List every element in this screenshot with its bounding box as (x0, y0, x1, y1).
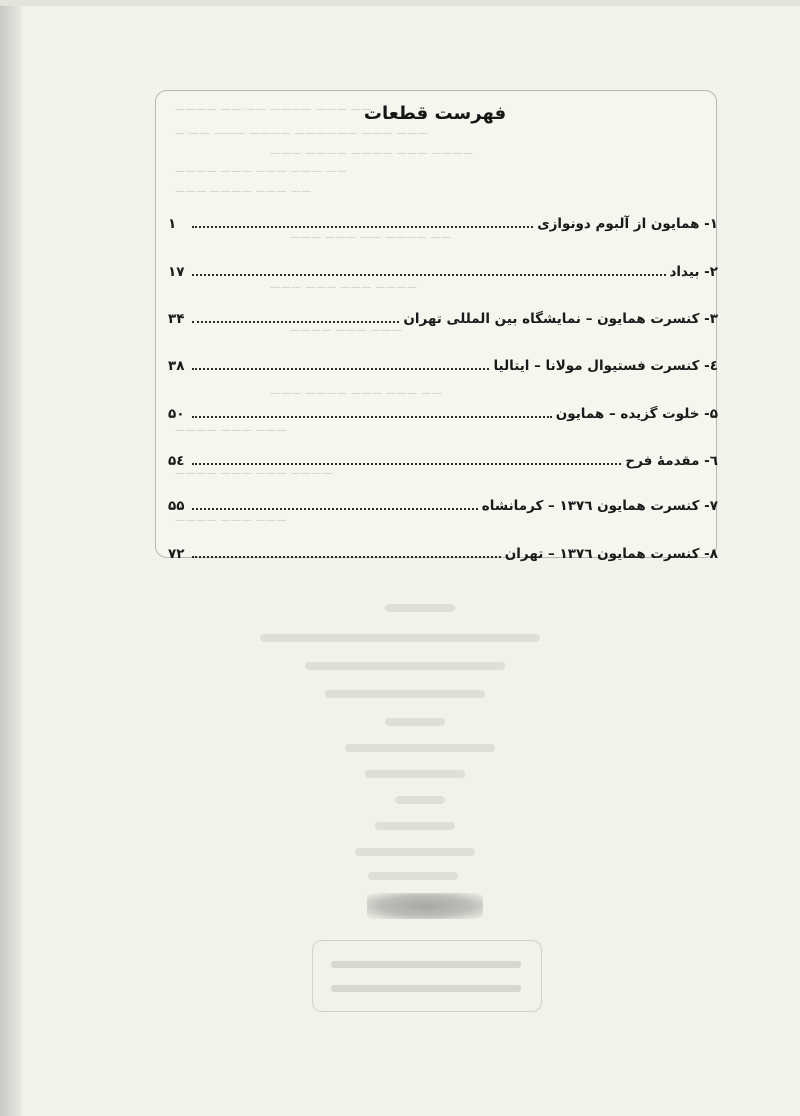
bleed-through-text: ———— ——— ——— (290, 325, 403, 336)
bleed-through-text: ———— ——— ——— ———— (175, 468, 334, 479)
dot-leader (192, 321, 399, 323)
dot-leader (192, 226, 533, 228)
toc-entry-page-number: ۱ (168, 216, 177, 232)
toc-entry-page-number: ۳۸ (168, 358, 185, 374)
toc-entry-page-number: ۵٤ (168, 453, 185, 469)
dot-leader (192, 556, 501, 558)
bleed-through-text: ———— ——— ——— (175, 425, 288, 436)
toc-entry (168, 305, 718, 327)
ink-smudge (367, 893, 483, 919)
toc-entry (168, 492, 718, 514)
toc-entry-page-number: ۷۲ (168, 546, 185, 562)
toc-entry-title: ۵- خلوت گزیده – همایون (555, 406, 718, 422)
bleed-through-text: —·—— ——— ———— —————— ——— ——— (175, 128, 429, 139)
toc-entry-title: ۳- کنسرت همایون – نمایشگاه بین المللی تهران (403, 311, 718, 327)
page-edge-shadow (0, 0, 22, 1116)
stamp-box (312, 940, 542, 1012)
bleed-through-text: ——— ——— —— ———— —— (290, 232, 452, 243)
toc-entry (168, 540, 718, 562)
dot-leader (192, 274, 666, 276)
toc-entry-page-number: ۱۷ (168, 264, 185, 280)
toc-entry-page-number: ۳۴ (168, 311, 185, 327)
toc-entry (168, 258, 718, 280)
bleed-through-text: ———— ——·—— ———— ——— —— (175, 104, 372, 115)
bleed-through-text: ——— ——— ——— ———— (270, 282, 418, 293)
bleed-through-text: ———— ——— ——— ——— —— (175, 166, 348, 177)
toc-entry (168, 210, 718, 232)
page-top-edge (0, 0, 800, 6)
toc-entry (168, 400, 718, 422)
bleed-through-text: ———— ——— ——— (175, 515, 288, 526)
dot-leader (192, 508, 478, 510)
bleed-through-text: ——— ———— ——— ——— —— (270, 388, 443, 399)
toc-entry-title: ۷- کنسرت همایون ۱۳۷٦ – کرمانشاه (481, 498, 718, 514)
dot-leader (192, 416, 552, 418)
toc-entry-page-number: ۵۰ (168, 406, 185, 422)
bleed-through-text: ——— ———— ———— ——— ———— (270, 148, 474, 159)
toc-entry-title: ٦- مقدمهٔ فرح (625, 453, 718, 469)
bleed-through-text: ——— ———— ——— —— (175, 186, 313, 197)
toc-entry-title: ۲- بیداد (669, 264, 718, 280)
toc-entry-page-number: ۵۵ (168, 498, 185, 514)
toc-entry (168, 352, 718, 374)
dot-leader (192, 463, 621, 465)
toc-entry-title: ٤- کنسرت فستیوال مولانا – ایتالیا (493, 358, 718, 374)
toc-entry (168, 447, 718, 469)
toc-title: فهرست قطعات (363, 103, 507, 124)
toc-entry-title: ۱- همایون از آلبوم دونوازی (537, 216, 718, 232)
toc-entry-title: ۸- کنسرت همایون ۱۳۷٦ – تهران (504, 546, 718, 562)
bleed-through-block (250, 598, 550, 888)
dot-leader (192, 368, 489, 370)
